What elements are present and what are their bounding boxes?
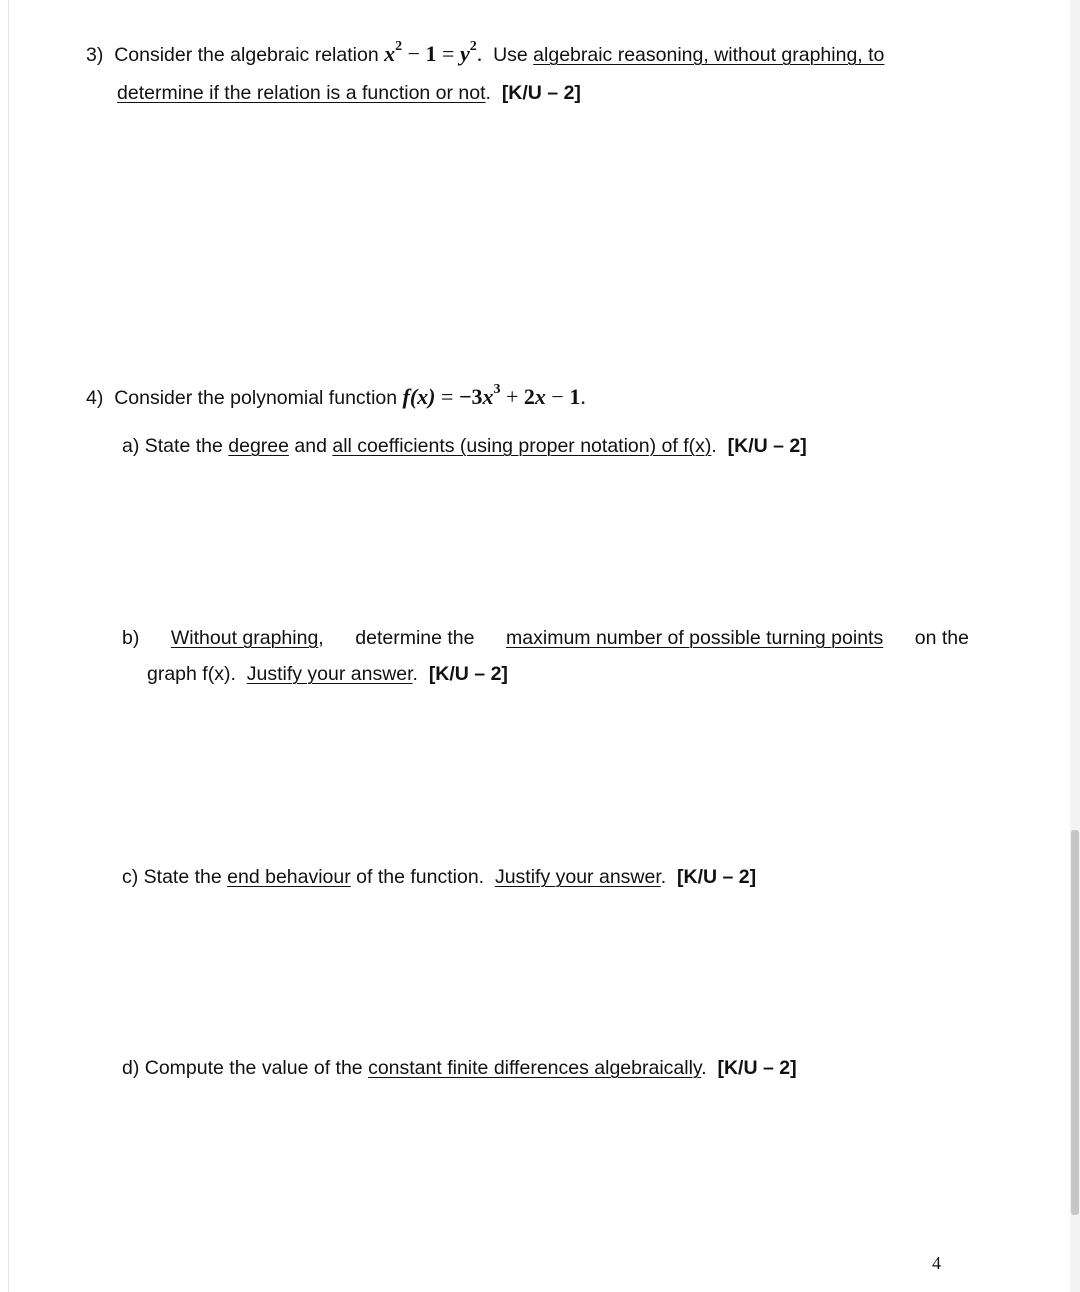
q4-number: 4) <box>86 387 104 409</box>
q4a-label: a) State the <box>122 435 223 457</box>
q3-number: 3) <box>86 44 104 66</box>
q4c-of-function: of the function. <box>356 866 485 888</box>
q4b-line-2: graph f(x). Justify your answer. [K/U – 2] <box>147 663 508 685</box>
q4d-line: d) Compute the value of the constant finite differences algebraically. [K/U – 2] <box>122 1057 797 1079</box>
q4b-on-the: on the <box>914 627 969 649</box>
scrollbar-track[interactable] <box>1070 0 1080 1292</box>
q4-equation: $f(x) = -3x^3 + 2x - 1$. <box>402 381 586 409</box>
q3-use: Use <box>493 44 528 66</box>
q4-line-1 <box>86 381 586 411</box>
q3-instruction-2: determine if the relation is a function or not <box>117 82 486 104</box>
page-number: 4 <box>932 1253 941 1273</box>
q4a-coefficients: all coefficients (using proper notation) of f(x) <box>332 435 712 457</box>
q3-line-2: determine if the relation is a function or not. [K/U – 2] <box>117 82 581 104</box>
q4d-marks: [K/U – 2] <box>717 1057 797 1079</box>
q3-line-1 <box>86 38 885 68</box>
q3-instruction-1: algebraic reasoning, without graphing, to <box>533 44 885 66</box>
q4d-label: d) Compute the value of the <box>122 1057 363 1079</box>
q4d-constant: constant finite differences algebraically <box>368 1057 702 1079</box>
scrollbar-thumb[interactable] <box>1071 830 1079 1215</box>
q4b-without-graphing: Without graphing, <box>170 627 324 649</box>
q4c-justify: Justify your answer <box>494 866 661 888</box>
q4b-max-turning: maximum number of possible turning points <box>506 627 884 649</box>
q4c-line: c) State the end behaviour of the function. Justify your answer. [K/U – 2] <box>122 866 757 888</box>
q4a-and: and <box>294 435 327 457</box>
q4c-end-behaviour: end behaviour <box>227 866 351 888</box>
q4c-label: c) State the <box>122 866 222 888</box>
q4b-determine: determine the <box>355 627 475 649</box>
q4b-label: b) <box>122 627 140 649</box>
q4b-justify: Justify your answer <box>246 663 413 685</box>
q3-equation: $x^2 - 1 = y^2$. <box>384 38 483 66</box>
q3-marks: [K/U – 2] <box>501 82 581 104</box>
q4b-marks: [K/U – 2] <box>428 663 508 685</box>
q4-intro: Consider the polynomial function <box>114 387 398 409</box>
q4b-graph: graph f(x). <box>147 663 236 685</box>
page-edge <box>8 0 9 1292</box>
q4a-marks: [K/U – 2] <box>727 435 807 457</box>
q3-intro: Consider the algebraic relation <box>114 44 379 66</box>
q4a-line: a) State the degree and all coefficients (using proper notation) of f(x). [K/U – 2] <box>122 435 807 457</box>
q4b-line-1 <box>122 625 969 651</box>
q4a-degree: degree <box>228 435 289 457</box>
q4c-marks: [K/U – 2] <box>677 866 757 888</box>
